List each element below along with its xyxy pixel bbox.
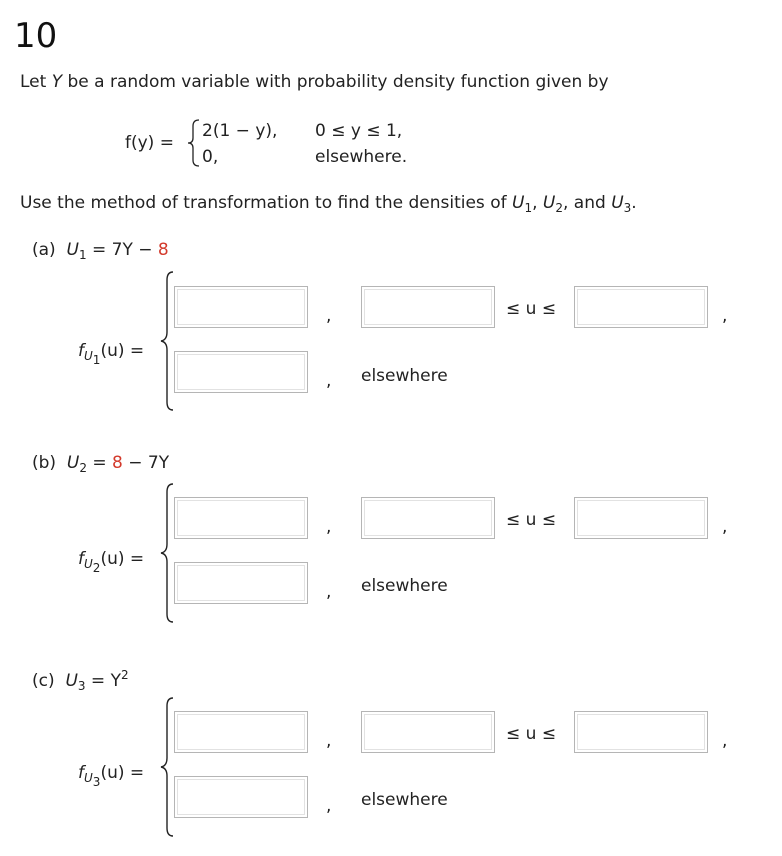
part-b-fu-subsub: 2 xyxy=(92,561,101,575)
part-c-upper-bound-input[interactable] xyxy=(574,711,708,753)
part-b-red-const: 8 xyxy=(112,453,123,473)
intro-var: Y xyxy=(51,72,63,92)
part-a-upper-bound-input[interactable] xyxy=(574,286,708,328)
part-a-fu-tail: (u) = xyxy=(100,341,145,361)
part-a-elsewhere: elsewhere xyxy=(361,366,448,386)
part-b-u-sub: 2 xyxy=(79,461,87,475)
question-number: 10 xyxy=(14,16,58,56)
method-sep1: , xyxy=(532,193,543,213)
part-a-ineq-text: ≤ u ≤ xyxy=(506,299,557,319)
part-c-fu-label xyxy=(78,762,144,793)
part-b-fu-sub: U xyxy=(84,557,93,571)
part-a-fu-subsub: 1 xyxy=(92,353,101,367)
part-a-case2-expr-input[interactable] xyxy=(174,351,308,393)
part-c-eq: = Y xyxy=(85,671,121,691)
method-end: . xyxy=(631,193,637,213)
part-a-comma-1: , xyxy=(326,306,332,326)
part-a-case1-expr-input[interactable] xyxy=(174,286,308,328)
method-sep2: , and xyxy=(563,193,612,213)
part-a-red-const: 8 xyxy=(157,240,169,260)
part-c-fu-f: f xyxy=(78,763,84,783)
part-b-case2-expr-input[interactable] xyxy=(174,562,308,604)
part-b-fu-f: f xyxy=(78,549,84,569)
part-c-heading xyxy=(32,664,129,697)
part-c-ineq-text: ≤ u ≤ xyxy=(506,724,557,744)
part-a-eq: = 7Y − xyxy=(86,240,158,260)
part-b-fu-label xyxy=(78,548,144,579)
part-c-lower-bound-input[interactable] xyxy=(361,711,495,753)
part-c-comma-3: , xyxy=(326,796,332,816)
part-c-label: (c) xyxy=(32,671,55,691)
method-u2: U xyxy=(542,193,556,213)
part-c-fu-subsub: 3 xyxy=(92,775,101,789)
density-lhs: f(y) = xyxy=(125,133,174,153)
density-case2-cond: elsewhere. xyxy=(315,147,408,167)
part-b-elsewhere: elsewhere xyxy=(361,576,448,596)
density-case1-cond: 0 ≤ y ≤ 1, xyxy=(315,121,403,141)
part-c-elsewhere: elsewhere xyxy=(361,790,448,810)
part-b-u: U xyxy=(66,453,80,473)
part-c-case2-expr-input[interactable] xyxy=(174,776,308,818)
method-text xyxy=(20,193,637,218)
part-c-comma-2: , xyxy=(722,731,728,751)
density-case2-expr: 0, xyxy=(202,147,219,167)
part-a-fu-sub: U xyxy=(84,349,93,363)
part-c-sup: 2 xyxy=(120,668,129,682)
part-a-u-sub: 1 xyxy=(78,248,87,262)
part-b-case1-expr-input[interactable] xyxy=(174,497,308,539)
part-b-comma-3: , xyxy=(326,582,332,602)
part-b-comma-1: , xyxy=(326,517,332,537)
method-u2-sub: 2 xyxy=(555,201,563,215)
method-u1-sub: 1 xyxy=(524,201,533,215)
part-b-fu-tail: (u) = xyxy=(100,549,145,569)
intro-text xyxy=(20,72,609,92)
part-b-lower-bound-input[interactable] xyxy=(361,497,495,539)
method-u1: U xyxy=(512,193,525,213)
part-b-upper-bound-input[interactable] xyxy=(574,497,708,539)
method-prefix: Use the method of transformation to find the densities of xyxy=(20,193,512,213)
intro-suffix: be a random variable with probability density function given by xyxy=(62,72,609,92)
method-u3-sub: 3 xyxy=(623,201,632,215)
part-a-brace-icon xyxy=(159,270,173,412)
density-case1-expr: 2(1 − y), xyxy=(202,121,278,141)
part-c-brace-icon xyxy=(159,696,173,838)
part-a-label: (a) xyxy=(32,240,56,260)
part-c-u: U xyxy=(65,671,78,691)
part-c-fu-sub: U xyxy=(84,771,93,785)
intro-prefix: Let xyxy=(20,72,52,92)
part-c-comma-1: , xyxy=(326,731,332,751)
method-u3: U xyxy=(611,193,624,213)
part-a-fu-label xyxy=(78,340,144,371)
density-brace-icon xyxy=(187,118,201,168)
part-b-brace-icon xyxy=(159,482,173,624)
part-a-u: U xyxy=(66,240,79,260)
part-b-label: (b) xyxy=(32,453,57,473)
part-a-heading xyxy=(32,239,169,266)
part-a-fu-f: f xyxy=(78,341,84,361)
part-b-ineq-text: ≤ u ≤ xyxy=(506,510,557,530)
part-c-u-sub: 3 xyxy=(77,679,86,693)
part-b-heading xyxy=(32,452,169,479)
part-a-lower-bound-input[interactable] xyxy=(361,286,495,328)
part-c-fu-tail: (u) = xyxy=(100,763,145,783)
part-b-comma-2: , xyxy=(722,517,728,537)
part-a-comma-3: , xyxy=(326,371,332,391)
part-a-comma-2: , xyxy=(722,306,728,326)
part-b-eq: = xyxy=(86,453,113,473)
part-b-eq-tail: − 7Y xyxy=(122,453,170,473)
part-c-case1-expr-input[interactable] xyxy=(174,711,308,753)
